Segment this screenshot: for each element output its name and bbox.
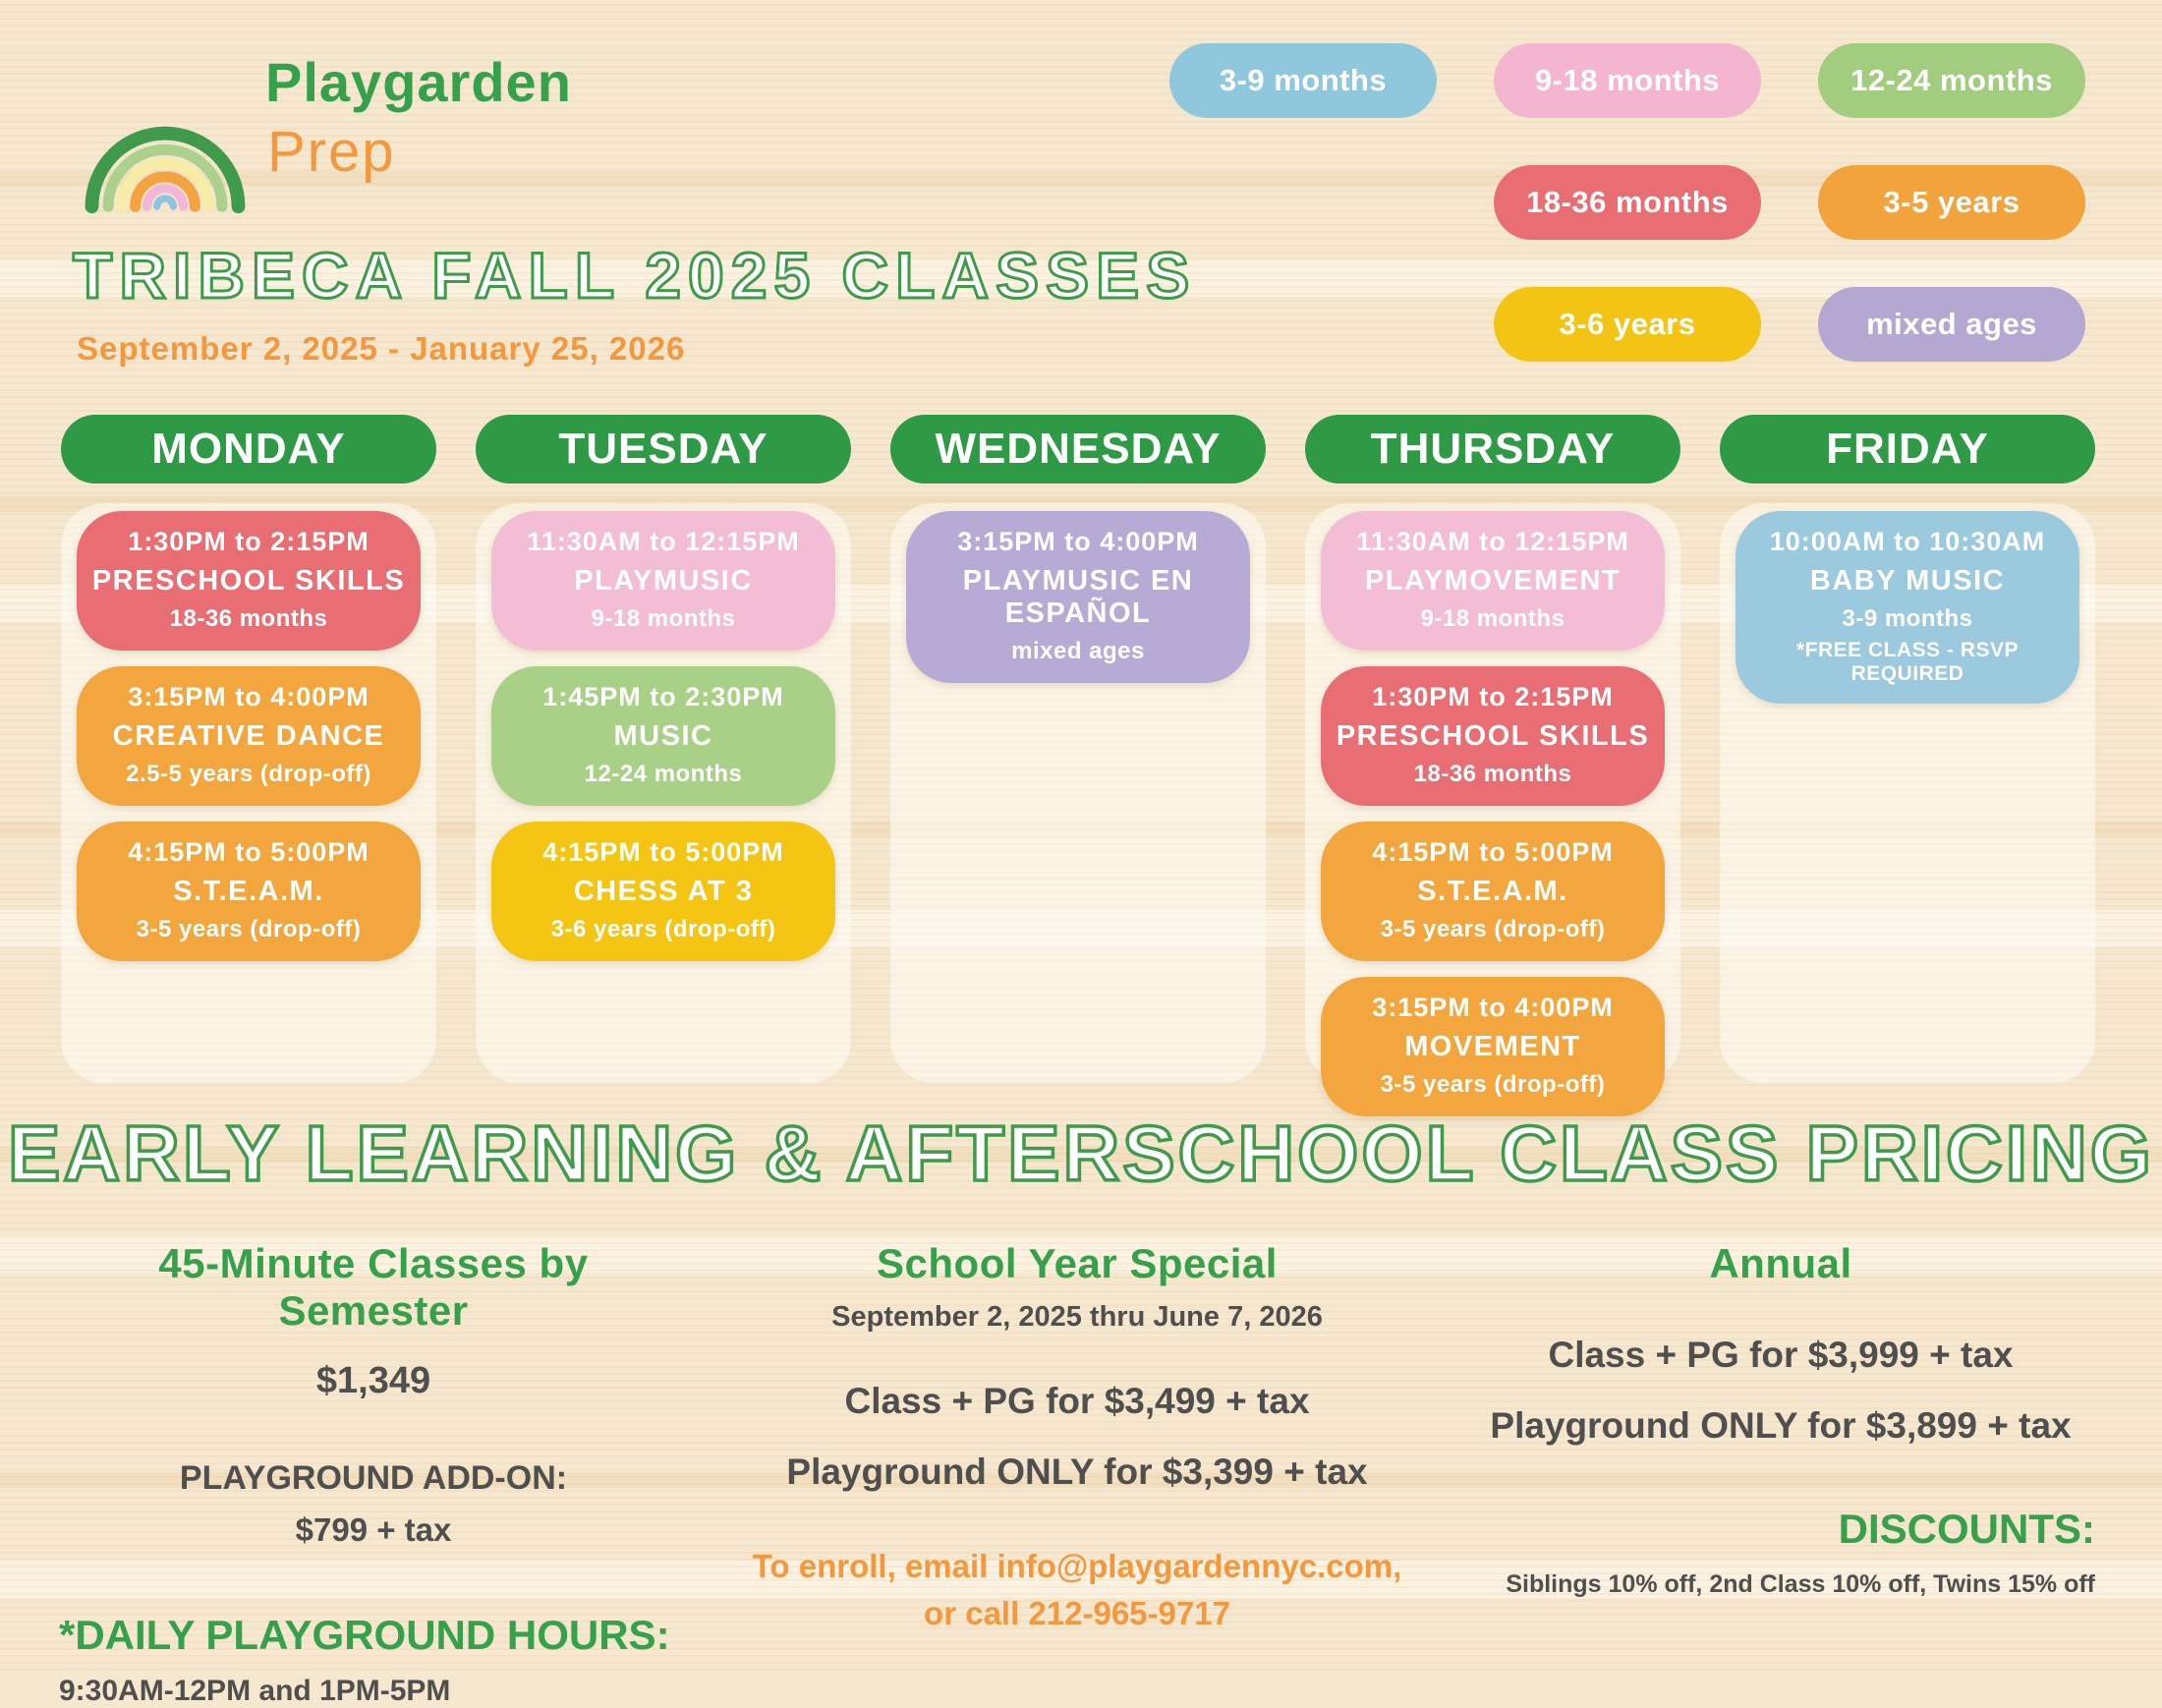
discounts-heading: DISCOUNTS: bbox=[1838, 1506, 2095, 1552]
class-age: 9-18 months bbox=[591, 605, 736, 632]
class-age: 3-5 years (drop-off) bbox=[136, 916, 362, 942]
class-time: 1:45PM to 2:30PM bbox=[542, 682, 784, 712]
class-card bbox=[1321, 977, 1665, 1116]
enroll-phone-line: or call 212-965-9717 bbox=[924, 1595, 1230, 1631]
pricing-title: EARLY LEARNING & AFTERSCHOOL CLASS PRICING bbox=[8, 1110, 2154, 1197]
school-year-playground-price: Playground ONLY for $3,399 + tax bbox=[786, 1452, 1368, 1492]
class-time: 1:30PM to 2:15PM bbox=[128, 527, 370, 556]
class-title: S.T.E.A.M. bbox=[1417, 876, 1568, 907]
playground-addon-price: $799 + tax bbox=[295, 1511, 452, 1548]
day-panel bbox=[1305, 503, 1680, 1098]
class-card bbox=[906, 511, 1250, 683]
brand-logo bbox=[75, 41, 572, 218]
class-card bbox=[77, 666, 421, 806]
annual-heading: Annual bbox=[1709, 1240, 1852, 1286]
class-time: 3:15PM to 4:00PM bbox=[128, 682, 370, 712]
day-header: WEDNESDAY bbox=[890, 415, 1266, 484]
day-header: MONDAY bbox=[61, 415, 436, 484]
day-column-thursday bbox=[1305, 415, 1680, 1098]
day-panel bbox=[61, 503, 436, 1083]
semester-heading: 45-Minute Classes by Semester bbox=[158, 1240, 589, 1334]
brand-name bbox=[265, 51, 572, 184]
day-header: THURSDAY bbox=[1305, 415, 1680, 484]
class-card bbox=[491, 822, 835, 961]
class-title: BABY MUSIC bbox=[1809, 565, 2006, 597]
day-column-friday bbox=[1720, 415, 2095, 1083]
pricing-semester-column bbox=[59, 1240, 688, 1708]
day-panel bbox=[890, 503, 1266, 1083]
day-panel bbox=[1720, 503, 2095, 1083]
class-title: PLAYMOVEMENT bbox=[1364, 565, 1622, 597]
discounts-text: Siblings 10% off, 2nd Class 10% off, Twins 15% off bbox=[1506, 1570, 2095, 1598]
rainbow-logo-icon bbox=[75, 41, 256, 218]
day-column-monday bbox=[61, 415, 436, 1083]
pricing-annual-column bbox=[1466, 1240, 2095, 1708]
enroll-email-line: To enroll, email info@playgardennyc.com, bbox=[752, 1548, 1402, 1584]
age-badge: 18-36 months bbox=[1494, 165, 1761, 240]
class-age: mixed ages bbox=[1011, 638, 1145, 664]
age-badge: 12-24 months bbox=[1818, 43, 2085, 118]
annual-playground-price: Playground ONLY for $3,899 + tax bbox=[1490, 1405, 2072, 1446]
class-card bbox=[491, 511, 835, 651]
age-badge: mixed ages bbox=[1818, 287, 2085, 362]
playground-hours-text: 9:30AM-12PM and 1PM-5PM bbox=[59, 1675, 451, 1707]
class-note: *FREE CLASS - RSVP REQUIRED bbox=[1795, 639, 2020, 685]
class-age: 12-24 months bbox=[584, 761, 743, 787]
class-title: CREATIVE DANCE bbox=[112, 720, 385, 752]
age-badge: 9-18 months bbox=[1494, 43, 1761, 118]
class-time: 3:15PM to 4:00PM bbox=[957, 527, 1199, 556]
class-age: 3-5 years (drop-off) bbox=[1380, 1071, 1606, 1098]
class-title: PRESCHOOL SKILLS bbox=[91, 565, 406, 597]
class-age: 2.5-5 years (drop-off) bbox=[126, 761, 371, 787]
class-title: MUSIC bbox=[613, 720, 713, 752]
school-year-heading: School Year Special bbox=[877, 1240, 1278, 1286]
class-card bbox=[1321, 511, 1665, 651]
class-age: 9-18 months bbox=[1420, 605, 1565, 632]
day-header: TUESDAY bbox=[476, 415, 851, 484]
class-title: PRESCHOOL SKILLS bbox=[1336, 720, 1650, 752]
class-time: 11:30AM to 12:15PM bbox=[1356, 527, 1629, 556]
age-badge: 3-5 years bbox=[1818, 165, 2085, 240]
class-card bbox=[491, 666, 835, 806]
class-time: 11:30AM to 12:15PM bbox=[527, 527, 800, 556]
class-time: 4:15PM to 5:00PM bbox=[128, 837, 370, 867]
class-card bbox=[1321, 822, 1665, 961]
playground-addon-label: PLAYGROUND ADD-ON: bbox=[179, 1459, 568, 1497]
class-title: MOVEMENT bbox=[1404, 1031, 1581, 1062]
day-column-tuesday bbox=[476, 415, 851, 1083]
weekly-schedule bbox=[61, 415, 2095, 1098]
day-column-wednesday bbox=[890, 415, 1266, 1083]
class-time: 1:30PM to 2:15PM bbox=[1372, 682, 1614, 712]
day-header: FRIDAY bbox=[1720, 415, 2095, 484]
class-card bbox=[1735, 511, 2079, 704]
age-badge: 3-6 years bbox=[1494, 287, 1761, 362]
class-age: 3-9 months bbox=[1842, 605, 1973, 632]
semester-price: $1,349 bbox=[315, 1360, 431, 1401]
brand-name-top: Playgarden bbox=[265, 51, 572, 113]
age-legend bbox=[1169, 43, 2085, 362]
brand-name-bottom: Prep bbox=[267, 120, 396, 184]
class-title: S.T.E.A.M. bbox=[173, 876, 324, 907]
page-title: TRIBECA FALL 2025 CLASSES bbox=[73, 239, 1197, 312]
day-panel bbox=[476, 503, 851, 1083]
class-age: 3-6 years (drop-off) bbox=[550, 916, 776, 942]
age-badge: 3-9 months bbox=[1169, 43, 1437, 118]
school-year-class-pg-price: Class + PG for $3,499 + tax bbox=[844, 1381, 1310, 1421]
class-title: PLAYMUSIC bbox=[574, 565, 753, 597]
class-age: 18-36 months bbox=[1413, 761, 1572, 787]
class-card bbox=[77, 822, 421, 961]
class-age: 3-5 years (drop-off) bbox=[1380, 916, 1606, 942]
playground-hours-heading: *DAILY PLAYGROUND HOURS: bbox=[59, 1612, 670, 1658]
class-card bbox=[77, 511, 421, 651]
class-title: CHESS AT 3 bbox=[573, 876, 754, 907]
class-time: 3:15PM to 4:00PM bbox=[1372, 993, 1614, 1022]
annual-class-pg-price: Class + PG for $3,999 + tax bbox=[1548, 1335, 2014, 1375]
pricing-school-year-column bbox=[733, 1240, 1421, 1708]
class-time: 4:15PM to 5:00PM bbox=[1372, 837, 1614, 867]
class-title: PLAYMUSIC EN ESPAÑOL bbox=[962, 565, 1194, 629]
class-card bbox=[1321, 666, 1665, 806]
class-time: 4:15PM to 5:00PM bbox=[542, 837, 784, 867]
date-range: September 2, 2025 - January 25, 2026 bbox=[77, 330, 686, 367]
class-age: 18-36 months bbox=[169, 605, 328, 632]
school-year-dates: September 2, 2025 thru June 7, 2026 bbox=[831, 1301, 1323, 1333]
class-time: 10:00AM to 10:30AM bbox=[1769, 527, 2046, 556]
pricing-section bbox=[59, 1240, 2095, 1708]
